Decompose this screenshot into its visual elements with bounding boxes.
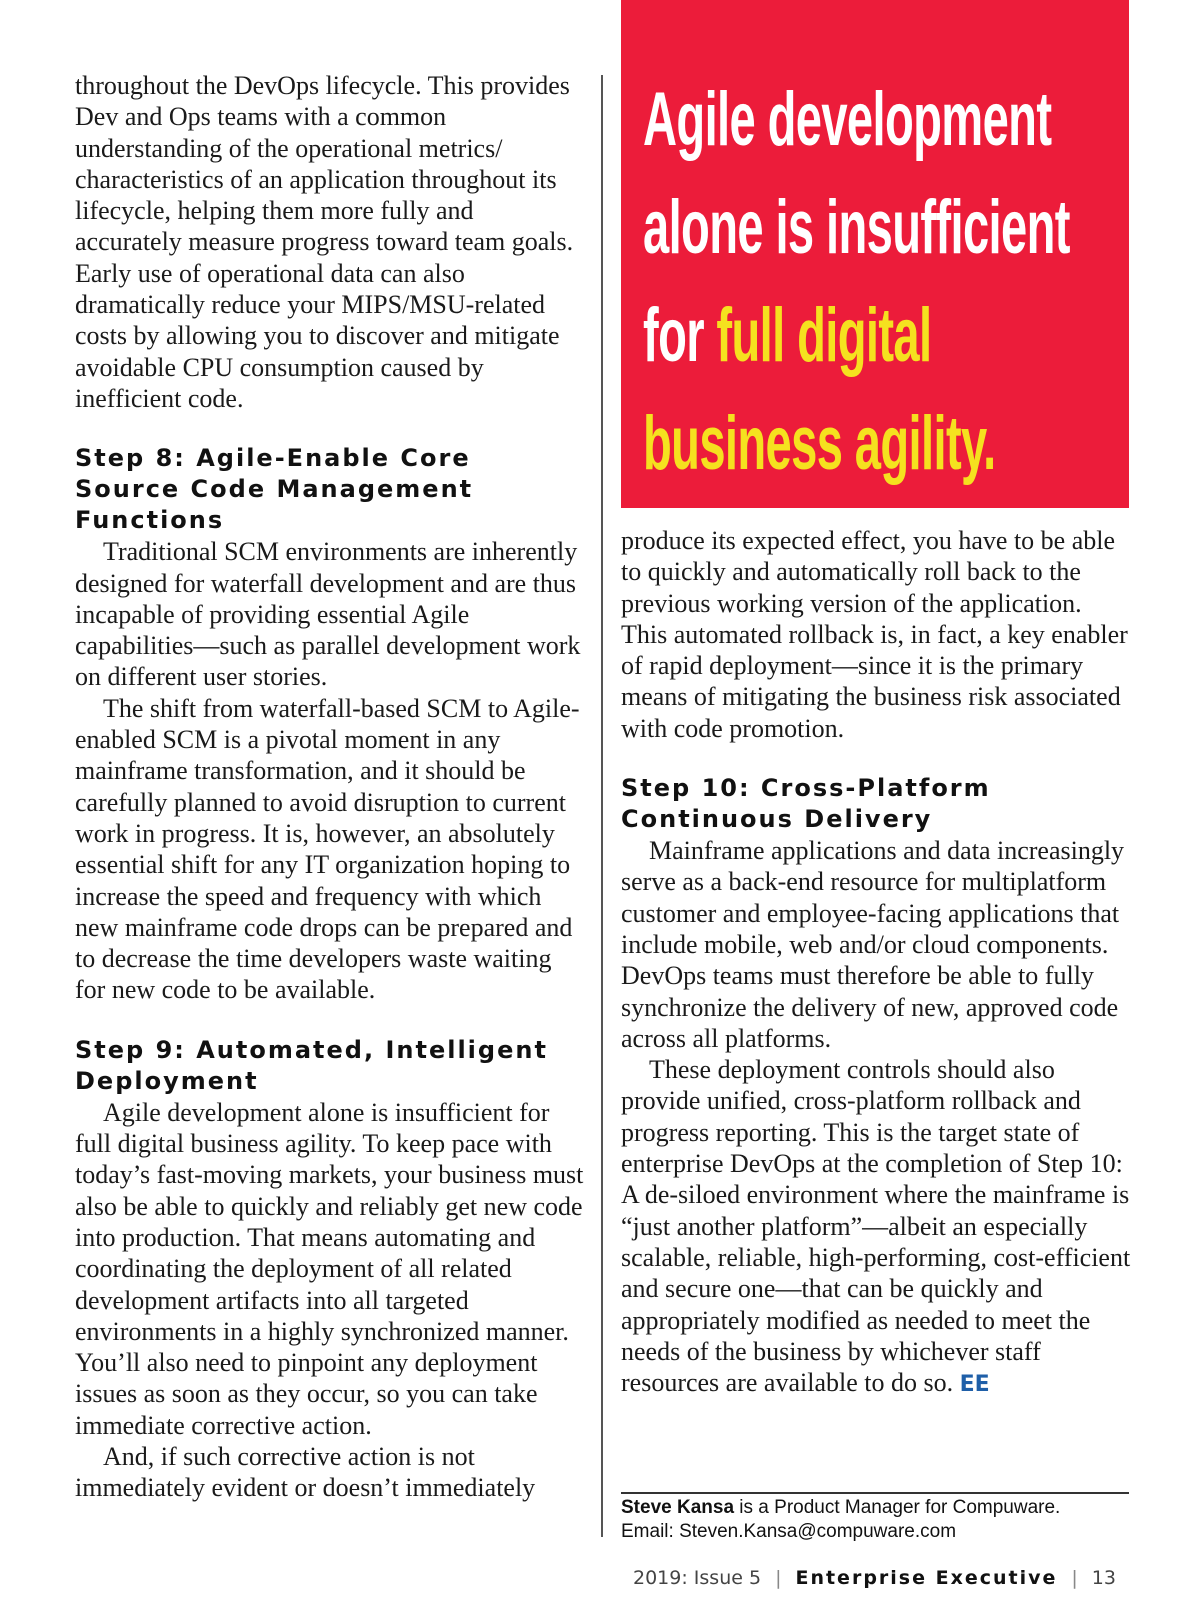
- issue-label: 2019: Issue 5: [633, 1567, 762, 1589]
- right-column: [621, 525, 1131, 1400]
- step10-paragraph-1: Mainframe applications and data increasingly serve as a back-end resource for multiplatform customer and employee-facing applications that include mobile, web and/or cloud components. DevOps teams must therefore be able to fully synchronize the delivery of new, approved code across all platforms.: [621, 836, 1125, 1053]
- author-email: Email: Steven.Kansa@compuware.com: [621, 1521, 957, 1542]
- bio-rule: [621, 1492, 1129, 1494]
- bio-line: [621, 1496, 1131, 1520]
- step9-paragraph-2: And, if such corrective action is not immediately evident or doesn’t immediately: [75, 1441, 536, 1503]
- left-column: [75, 0, 585, 1504]
- magazine-name: Enterprise Executive: [795, 1567, 1058, 1589]
- pull-quote-line-1: Agile development: [643, 77, 1052, 162]
- page-footer: [633, 1567, 1133, 1597]
- pull-quote: [621, 0, 1129, 508]
- pull-quote-line-2: alone is insufficient: [643, 185, 1070, 270]
- footer-separator: |: [1071, 1567, 1078, 1589]
- author-bio: [621, 1496, 1131, 1544]
- pull-quote-highlight: full digital: [716, 293, 932, 378]
- step8-heading: Step 8: Agile-Enable Core Source Code Management Functions: [75, 444, 474, 535]
- author-name: Steve Kansa: [621, 1497, 735, 1518]
- footer-separator: |: [775, 1567, 782, 1589]
- step9-paragraph-1: Agile development alone is insufficient for full digital business agility. To keep pace with today’s fast-moving markets, your business must also be able to quickly and reliably get new code into production. That means automating and coordinating the deployment of all related development artifacts into all targeted environments in a highly synchronized manner. You’ll also need to pinpoint any deployment issues as soon as they occur, so you can take immediate corrective action.: [75, 1097, 584, 1440]
- column-divider: [601, 75, 603, 1537]
- pull-quote-line-4: business agility.: [643, 401, 996, 486]
- pull-quote-text: [643, 66, 1070, 498]
- step10-paragraph-2-text: These deployment controls should also provide unified, cross-platform rollback and progress reporting. This is the target state of enterprise DevOps at the completion of Step 10: A de-siloed environment where the mainframe is “just another platform”—albeit an especially scalable, reliable, high-performing, cost-efficient and secure one—that can be quickly and appropriately modified as needed to meet the needs of the business by whichever staff resources are available to do so.: [621, 1055, 1131, 1398]
- intro-paragraph: throughout the DevOps lifecycle. This provides Dev and Ops teams with a common understanding of the operational metrics/ characteristics of an application throughout its lifecycle, helping them more fully and accurately measure progress toward team goals. Early use of operational data can also dramatically reduce your MIPS/MSU-related costs by allowing you to discover and mitigate avoidable CPU consumption caused by inefficient code.: [75, 71, 574, 413]
- step8-paragraph-1: Traditional SCM environments are inherently designed for waterfall development and are thus incapable of providing essential Agile capabilities—such as parallel development work on different user stories.: [75, 537, 581, 692]
- page-number: 13: [1091, 1567, 1116, 1589]
- pull-quote-line-3: [643, 282, 944, 390]
- step8-paragraph-2: The shift from waterfall-based SCM to Agile-enabled SCM is a pivotal moment in any mainframe transformation, and it should be carefully planned to avoid disruption to current work in progress. It is, however, an absolutely essential shift for any IT organization hoping to increase the speed and frequency with which new mainframe code drops can be prepared and to decrease the time developers waste waiting for new code to be available.: [75, 693, 580, 1005]
- step9-heading: Step 9: Automated, Intelligent Deployment: [75, 1035, 548, 1095]
- step10-paragraph-2: [621, 1054, 1131, 1400]
- author-role: is a Product Manager for Compuware.: [734, 1497, 1061, 1518]
- step10-heading: Step 10: Cross-Platform Continuous Delivery: [621, 774, 991, 834]
- end-mark: EE: [959, 1372, 990, 1398]
- pull-quote-line-3-white: for: [643, 293, 717, 378]
- continued-paragraph: produce its expected effect, you have to be able to quickly and automatically roll back to the previous working version of the application. This automated rollback is, in fact, a key enabler of rapid deployment—since it is the primary means of mitigating the business risk associated with code promotion.: [621, 526, 1128, 743]
